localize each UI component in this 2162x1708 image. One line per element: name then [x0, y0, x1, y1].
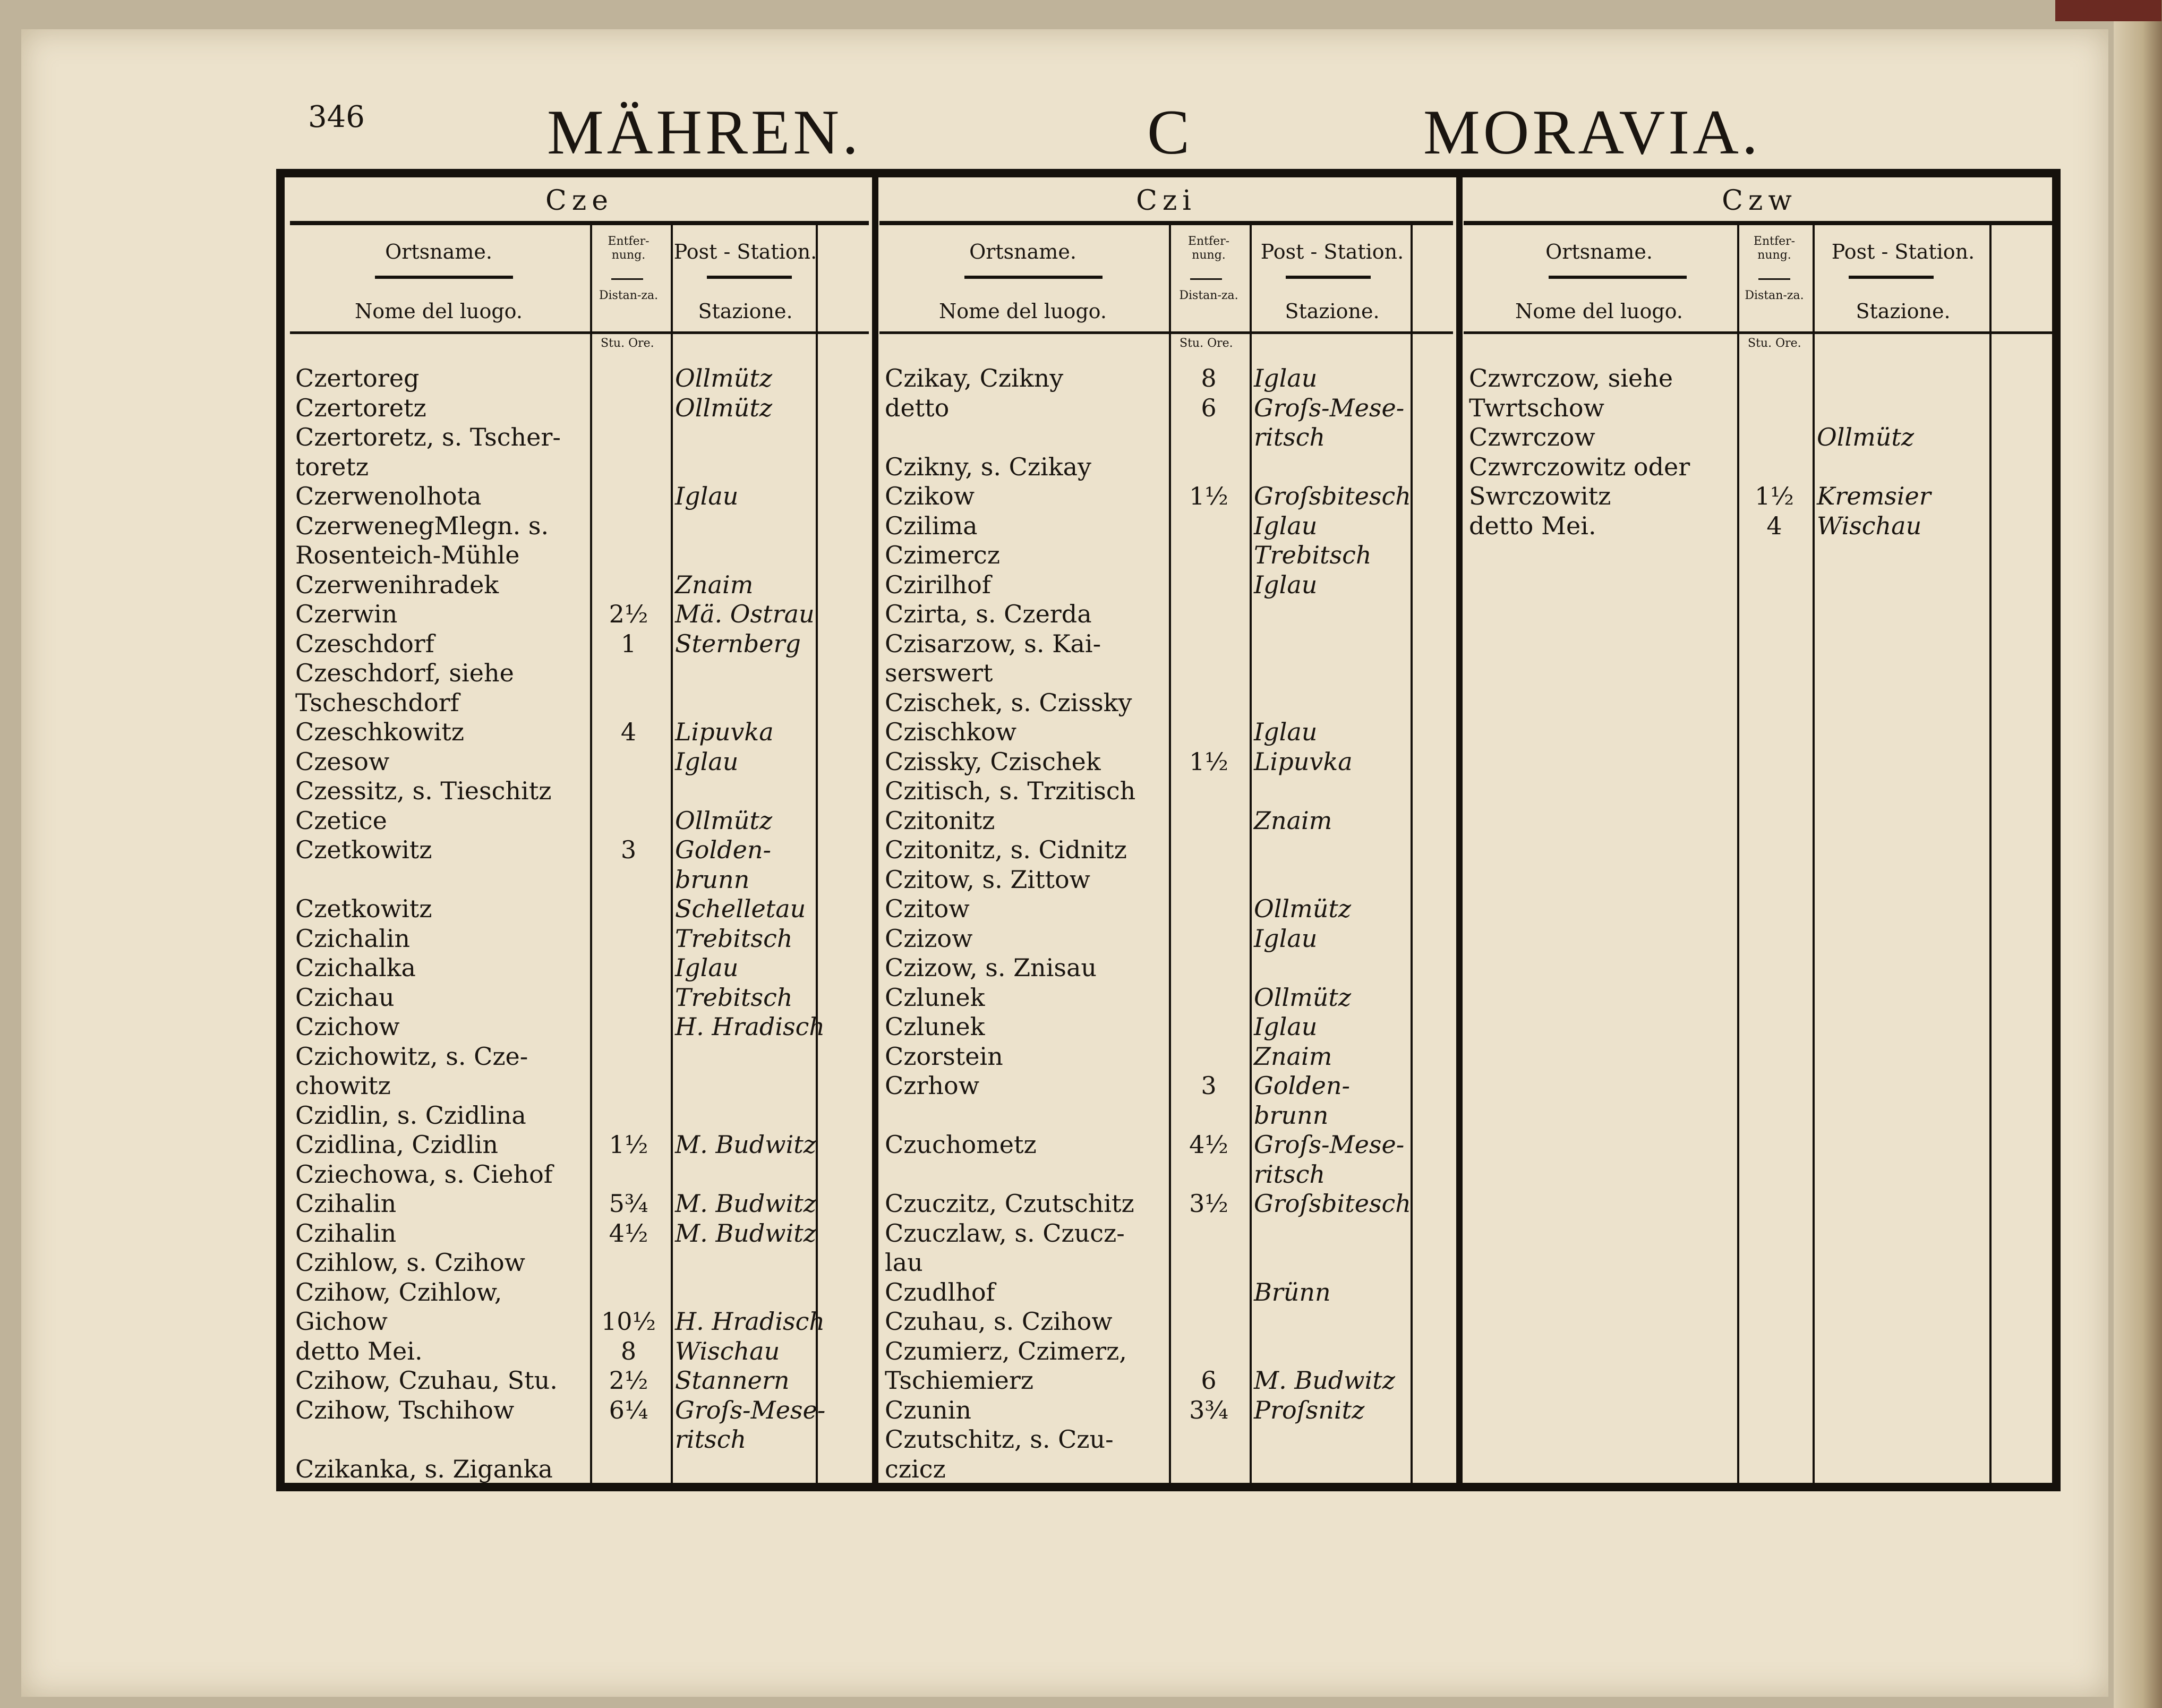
header-rule — [879, 331, 1453, 334]
table-row — [285, 1336, 874, 1366]
table-row — [285, 599, 874, 629]
post-station: Trebitsch — [1254, 541, 1372, 569]
place-name: Czessitz, s. Tieschitz — [295, 776, 552, 805]
distance-value: 1½ — [609, 1130, 648, 1159]
table-row — [874, 688, 1458, 718]
header-stazione: Stazione. — [1285, 300, 1380, 323]
distance-value: 3½ — [1189, 1189, 1228, 1218]
header-nome: Nome del luogo. — [355, 300, 523, 323]
place-name: Tscheschdorf — [295, 688, 459, 717]
table-row — [874, 1041, 1458, 1071]
table-row — [874, 894, 1458, 924]
distance-value: 1½ — [1755, 482, 1794, 510]
table-row — [874, 540, 1458, 570]
place-name: Tschiemierz — [885, 1366, 1034, 1395]
place-name: Czirta, s. Czerda — [885, 600, 1092, 628]
header-stazione: Stazione. — [698, 300, 793, 323]
section-cze — [285, 177, 874, 1483]
table-row — [285, 983, 874, 1012]
table-row — [1458, 481, 2061, 511]
header-dash — [1190, 278, 1222, 280]
post-station: Golden- — [1254, 1071, 1350, 1100]
header-ortsname: Ortsname. — [1545, 240, 1653, 263]
table-row — [874, 1012, 1458, 1041]
section-czw — [1458, 177, 2061, 1483]
distance-value: 5¾ — [609, 1189, 648, 1218]
place-name: toretz — [295, 452, 369, 481]
place-name: Czihow, Czihlow, — [295, 1277, 502, 1306]
table-row — [285, 570, 874, 600]
table-row — [874, 599, 1458, 629]
post-station: Wischau — [1817, 511, 1922, 540]
place-name: Czwrczow, siehe — [1469, 364, 1673, 392]
table-row — [874, 1159, 1458, 1189]
place-name: Czitonitz — [885, 806, 995, 835]
table-row — [874, 717, 1458, 747]
header-post-station: Post - Station. — [1260, 240, 1404, 263]
place-name: Czichau — [295, 983, 395, 1012]
place-name: lau — [885, 1248, 923, 1277]
place-name: Czischkow — [885, 718, 1017, 746]
section-czi — [874, 177, 1458, 1483]
header-stu-ore: Stu. Ore. — [1180, 337, 1233, 350]
table-row — [874, 452, 1458, 482]
table-row — [285, 1071, 874, 1100]
table-row — [1458, 393, 2061, 423]
place-name: detto — [885, 393, 950, 422]
distance-value: 6 — [1201, 393, 1217, 422]
header-ortsname: Ortsname. — [385, 240, 492, 263]
post-station: ritsch — [675, 1425, 747, 1454]
place-name: Twrtschow — [1469, 393, 1604, 422]
place-name: Cziechowa, s. Ciehof — [295, 1159, 553, 1189]
post-station: Groſsbitesch — [1254, 482, 1411, 510]
post-station: Ollmütz — [675, 364, 773, 392]
header-entfernung: Entfer-nung. — [1187, 235, 1230, 262]
place-name: Czichalin — [295, 924, 411, 953]
page-number: 346 — [308, 100, 365, 134]
post-station: Iglau — [675, 747, 739, 776]
distance-value: 3¾ — [1189, 1395, 1228, 1424]
post-station: Lipuvka — [1254, 747, 1353, 776]
place-name: Czimercz — [885, 541, 1000, 569]
table-row — [874, 1336, 1458, 1366]
post-station: Proſsnitz — [1254, 1395, 1365, 1424]
distance-value: 4 — [1766, 511, 1782, 540]
distance-value: 8 — [620, 1336, 637, 1365]
table-row — [285, 1306, 874, 1336]
post-station: Iglau — [675, 953, 739, 982]
header-post-station: Post - Station. — [673, 240, 817, 263]
table-row — [1458, 511, 2061, 541]
post-station: M. Budwitz — [1254, 1366, 1396, 1395]
post-station: brunn — [1254, 1100, 1329, 1130]
table-row — [285, 1159, 874, 1189]
place-name: Czeschdorf, siehe — [295, 659, 514, 687]
post-station: Ollmütz — [1254, 894, 1352, 923]
table-row — [285, 481, 874, 511]
place-name: Czuhau, s. Czihow — [885, 1307, 1113, 1336]
distance-value: 1 — [620, 629, 637, 658]
place-name: Czumierz, Czimerz, — [885, 1336, 1127, 1365]
table-row — [874, 1130, 1458, 1159]
title-rule — [1464, 221, 2055, 225]
place-name: Czilima — [885, 511, 978, 540]
post-station: M. Budwitz — [675, 1218, 817, 1248]
table-row — [285, 953, 874, 983]
place-name: Czihalin — [295, 1189, 397, 1218]
table-row — [874, 835, 1458, 865]
table-row — [874, 924, 1458, 953]
post-station: Groſsbitesch — [1254, 1189, 1411, 1218]
distance-value: 3 — [1201, 1071, 1217, 1100]
table-row — [874, 1365, 1458, 1395]
table-row — [285, 1277, 874, 1307]
place-name: Czitonitz, s. Cidnitz — [885, 835, 1127, 864]
place-name: Gichow — [295, 1307, 388, 1336]
post-station: Trebitsch — [675, 924, 793, 953]
place-name: Czihow, Czuhau, Stu. — [295, 1366, 558, 1395]
header-dash — [1286, 276, 1371, 279]
table-row — [285, 717, 874, 747]
distance-value: 4 — [620, 718, 637, 746]
title-rule — [879, 221, 1453, 225]
table-row — [285, 865, 874, 894]
table-row — [874, 629, 1458, 659]
place-name: Czichalka — [295, 953, 416, 982]
table-row — [285, 894, 874, 924]
page-edge — [2114, 0, 2162, 1708]
table-row — [285, 540, 874, 570]
place-name: Czikny, s. Czikay — [885, 452, 1092, 481]
place-name: Czertoretz, s. Tscher- — [295, 423, 561, 451]
title-italian: MORAVIA. — [1423, 97, 1761, 167]
post-station: Ollmütz — [1254, 983, 1352, 1012]
table-row — [874, 1306, 1458, 1336]
post-station: Kremsier — [1817, 482, 1931, 510]
table-row — [874, 983, 1458, 1012]
place-name: Czunin — [885, 1395, 972, 1424]
place-name: serswert — [885, 659, 993, 687]
table-row — [285, 1012, 874, 1041]
table-row — [285, 806, 874, 835]
table-row — [1458, 422, 2061, 452]
place-name: Czuchometz — [885, 1130, 1037, 1159]
table-row — [285, 363, 874, 393]
table-row — [874, 511, 1458, 541]
table-row — [285, 1395, 874, 1425]
gazetteer-table — [276, 169, 2061, 1491]
table-row — [285, 393, 874, 423]
place-name: Czetice — [295, 806, 387, 835]
place-name: detto Mei. — [1469, 511, 1596, 540]
place-name: chowitz — [295, 1071, 391, 1100]
header-dash — [611, 278, 643, 280]
post-station: H. Hradisch — [675, 1012, 825, 1041]
header-rule — [1464, 331, 2055, 334]
place-name: Czrhow — [885, 1071, 980, 1100]
table-row — [874, 1189, 1458, 1218]
table-row — [1458, 452, 2061, 482]
table-row — [285, 1130, 874, 1159]
header-dash — [1549, 276, 1687, 279]
post-station: M. Budwitz — [675, 1189, 817, 1218]
place-name: Czichowitz, s. Cze- — [295, 1041, 528, 1071]
table-row — [285, 629, 874, 659]
place-name: Czitow — [885, 894, 970, 923]
table-row — [285, 924, 874, 953]
place-name: Czlunek — [885, 1012, 985, 1041]
post-station: Iglau — [1254, 570, 1318, 599]
place-name: Czihow, Tschihow — [295, 1395, 515, 1424]
post-station: Ollmütz — [1817, 423, 1915, 451]
binding-corner — [2055, 0, 2161, 21]
table-row — [874, 570, 1458, 600]
section-title: Cze — [545, 185, 613, 217]
distance-value: 8 — [1201, 364, 1217, 392]
header-entfernung: Entfer-nung. — [1753, 235, 1796, 262]
post-station: Golden- — [675, 835, 771, 864]
place-name: Czetkowitz — [295, 835, 432, 864]
table-row — [285, 1365, 874, 1395]
place-name: Czerwenihradek — [295, 570, 499, 599]
header-dash — [1758, 278, 1790, 280]
section-title: Czi — [1136, 185, 1197, 217]
post-station: Mä. Ostrau — [675, 600, 815, 628]
post-station: brunn — [675, 865, 750, 894]
section-title: Czw — [1722, 185, 1797, 217]
place-name: Czerwin — [295, 600, 398, 628]
post-station: Wischau — [675, 1336, 780, 1365]
post-station: Ollmütz — [675, 393, 773, 422]
header-rule — [290, 331, 869, 334]
post-station: Iglau — [675, 482, 739, 510]
header-stu-ore: Stu. Ore. — [1748, 337, 1801, 350]
table-row — [874, 806, 1458, 835]
distance-value: 10½ — [601, 1307, 656, 1336]
table-row — [874, 481, 1458, 511]
header-distanza: Distan-za. — [599, 289, 659, 302]
place-name: Czeschkowitz — [295, 718, 465, 746]
table-row — [285, 511, 874, 541]
place-name: Czikow — [885, 482, 975, 510]
header-nome: Nome del luogo. — [939, 300, 1107, 323]
table-row — [874, 747, 1458, 776]
table-row — [285, 1189, 874, 1218]
place-name: Czizow — [885, 924, 973, 953]
table-row — [874, 1218, 1458, 1248]
table-row — [874, 1248, 1458, 1277]
place-name: Czuczlaw, s. Czucz- — [885, 1218, 1125, 1248]
table-row — [285, 658, 874, 688]
distance-value: 3 — [620, 835, 637, 864]
table-row — [874, 1395, 1458, 1425]
distance-value: 1½ — [1189, 482, 1228, 510]
place-name: Czissky, Czischek — [885, 747, 1101, 776]
table-row — [285, 1424, 874, 1454]
table-row — [874, 658, 1458, 688]
table-row — [285, 747, 874, 776]
post-station: ritsch — [1254, 1159, 1326, 1189]
table-row — [874, 422, 1458, 452]
distance-value: 4½ — [1189, 1130, 1228, 1159]
table-row — [874, 393, 1458, 423]
header-stazione: Stazione. — [1856, 300, 1951, 323]
place-name: Czeschdorf — [295, 629, 434, 658]
header-dash — [964, 276, 1103, 279]
post-station: Groſs-Mese- — [1254, 393, 1405, 422]
place-name: CzerwenegMlegn. s. — [295, 511, 549, 540]
table-row — [285, 688, 874, 718]
place-name: Czerwenolhota — [295, 482, 482, 510]
post-station: H. Hradisch — [675, 1307, 825, 1336]
post-station: M. Budwitz — [675, 1130, 817, 1159]
post-station: Iglau — [1254, 1012, 1318, 1041]
table-row — [874, 865, 1458, 894]
post-station: Iglau — [1254, 511, 1318, 540]
header-dash — [707, 276, 792, 279]
place-name: Czidlina, Czidlin — [295, 1130, 498, 1159]
place-name: Czihalin — [295, 1218, 397, 1248]
post-station: Iglau — [1254, 364, 1318, 392]
post-station: Trebitsch — [675, 983, 793, 1012]
distance-value: 2½ — [609, 1366, 648, 1395]
place-name: Czertoreg — [295, 364, 420, 392]
place-name: Czidlin, s. Czidlina — [295, 1100, 526, 1130]
post-station: Schelletau — [675, 894, 806, 923]
place-name: Czorstein — [885, 1041, 1003, 1071]
place-name: Czikay, Czikny — [885, 364, 1064, 392]
place-name: Czichow — [295, 1012, 400, 1041]
table-row — [285, 1454, 874, 1484]
place-name: Czischek, s. Czissky — [885, 688, 1132, 717]
post-station: Stannern — [675, 1366, 790, 1395]
place-name: Swrczowitz — [1469, 482, 1611, 510]
table-row — [874, 776, 1458, 806]
post-station: Znaim — [675, 570, 754, 599]
place-name: Czesow — [295, 747, 390, 776]
table-row — [874, 1071, 1458, 1100]
distance-value: 6¼ — [609, 1395, 648, 1424]
table-row — [285, 1218, 874, 1248]
header-entfernung: Entfer-nung. — [608, 235, 650, 262]
place-name: Czirilhof — [885, 570, 991, 599]
table-row — [285, 1100, 874, 1130]
place-name: Czwrczowitz oder — [1469, 452, 1690, 481]
distance-value: 6 — [1201, 1366, 1217, 1395]
place-name: Czetkowitz — [295, 894, 432, 923]
place-name: Czlunek — [885, 983, 985, 1012]
place-name: Czitow, s. Zittow — [885, 865, 1091, 894]
place-name: Czutschitz, s. Czu- — [885, 1425, 1114, 1454]
post-station: Znaim — [1254, 1041, 1332, 1071]
place-name: Czizow, s. Znisau — [885, 953, 1097, 982]
place-name: Czikanka, s. Ziganka — [295, 1454, 553, 1483]
table-row — [285, 452, 874, 482]
post-station: Iglau — [1254, 924, 1318, 953]
title-letter: C — [1147, 97, 1193, 167]
distance-value: 4½ — [609, 1218, 648, 1248]
post-station: Iglau — [1254, 718, 1318, 746]
table-row — [874, 363, 1458, 393]
table-row — [285, 835, 874, 865]
header-distanza: Distan-za. — [1179, 289, 1238, 302]
header-nome: Nome del luogo. — [1515, 300, 1683, 323]
place-name: Czudlhof — [885, 1277, 995, 1306]
place-name: Czitisch, s. Trzitisch — [885, 776, 1136, 805]
post-station: Groſs-Mese- — [675, 1395, 826, 1424]
post-station: Groſs-Mese- — [1254, 1130, 1405, 1159]
post-station: Znaim — [1254, 806, 1332, 835]
title-german: MÄHREN. — [547, 97, 862, 167]
header-ortsname: Ortsname. — [969, 240, 1076, 263]
table-row — [874, 1277, 1458, 1307]
post-station: Ollmütz — [675, 806, 773, 835]
table-row — [285, 776, 874, 806]
table-row — [874, 1100, 1458, 1130]
header-stu-ore: Stu. Ore. — [601, 337, 654, 350]
distance-value: 2½ — [609, 600, 648, 628]
post-station: ritsch — [1254, 423, 1326, 451]
place-name: detto Mei. — [295, 1336, 423, 1365]
place-name: czicz — [885, 1454, 946, 1483]
place-name: Rosenteich-Mühle — [295, 541, 520, 569]
table-row — [874, 1454, 1458, 1484]
title-rule — [290, 221, 869, 225]
place-name: Czisarzow, s. Kai- — [885, 629, 1101, 658]
table-row — [285, 422, 874, 452]
header-post-station: Post - Station. — [1831, 240, 1975, 263]
table-row — [285, 1248, 874, 1277]
post-station: Lipuvka — [675, 718, 774, 746]
table-row — [285, 1041, 874, 1071]
table-row — [1458, 363, 2061, 393]
post-station: Sternberg — [675, 629, 801, 658]
header-dash — [1849, 276, 1934, 279]
post-station: Brünn — [1254, 1277, 1331, 1306]
header-distanza: Distan-za. — [1745, 289, 1804, 302]
distance-value: 1½ — [1189, 747, 1228, 776]
page-header — [0, 90, 2162, 175]
table-row — [874, 953, 1458, 983]
header-dash — [375, 276, 513, 279]
place-name: Czihlow, s. Czihow — [295, 1248, 526, 1277]
place-name: Czertoretz — [295, 393, 426, 422]
place-name: Czwrczow — [1469, 423, 1595, 451]
place-name: Czuczitz, Czutschitz — [885, 1189, 1134, 1218]
table-row — [874, 1424, 1458, 1454]
